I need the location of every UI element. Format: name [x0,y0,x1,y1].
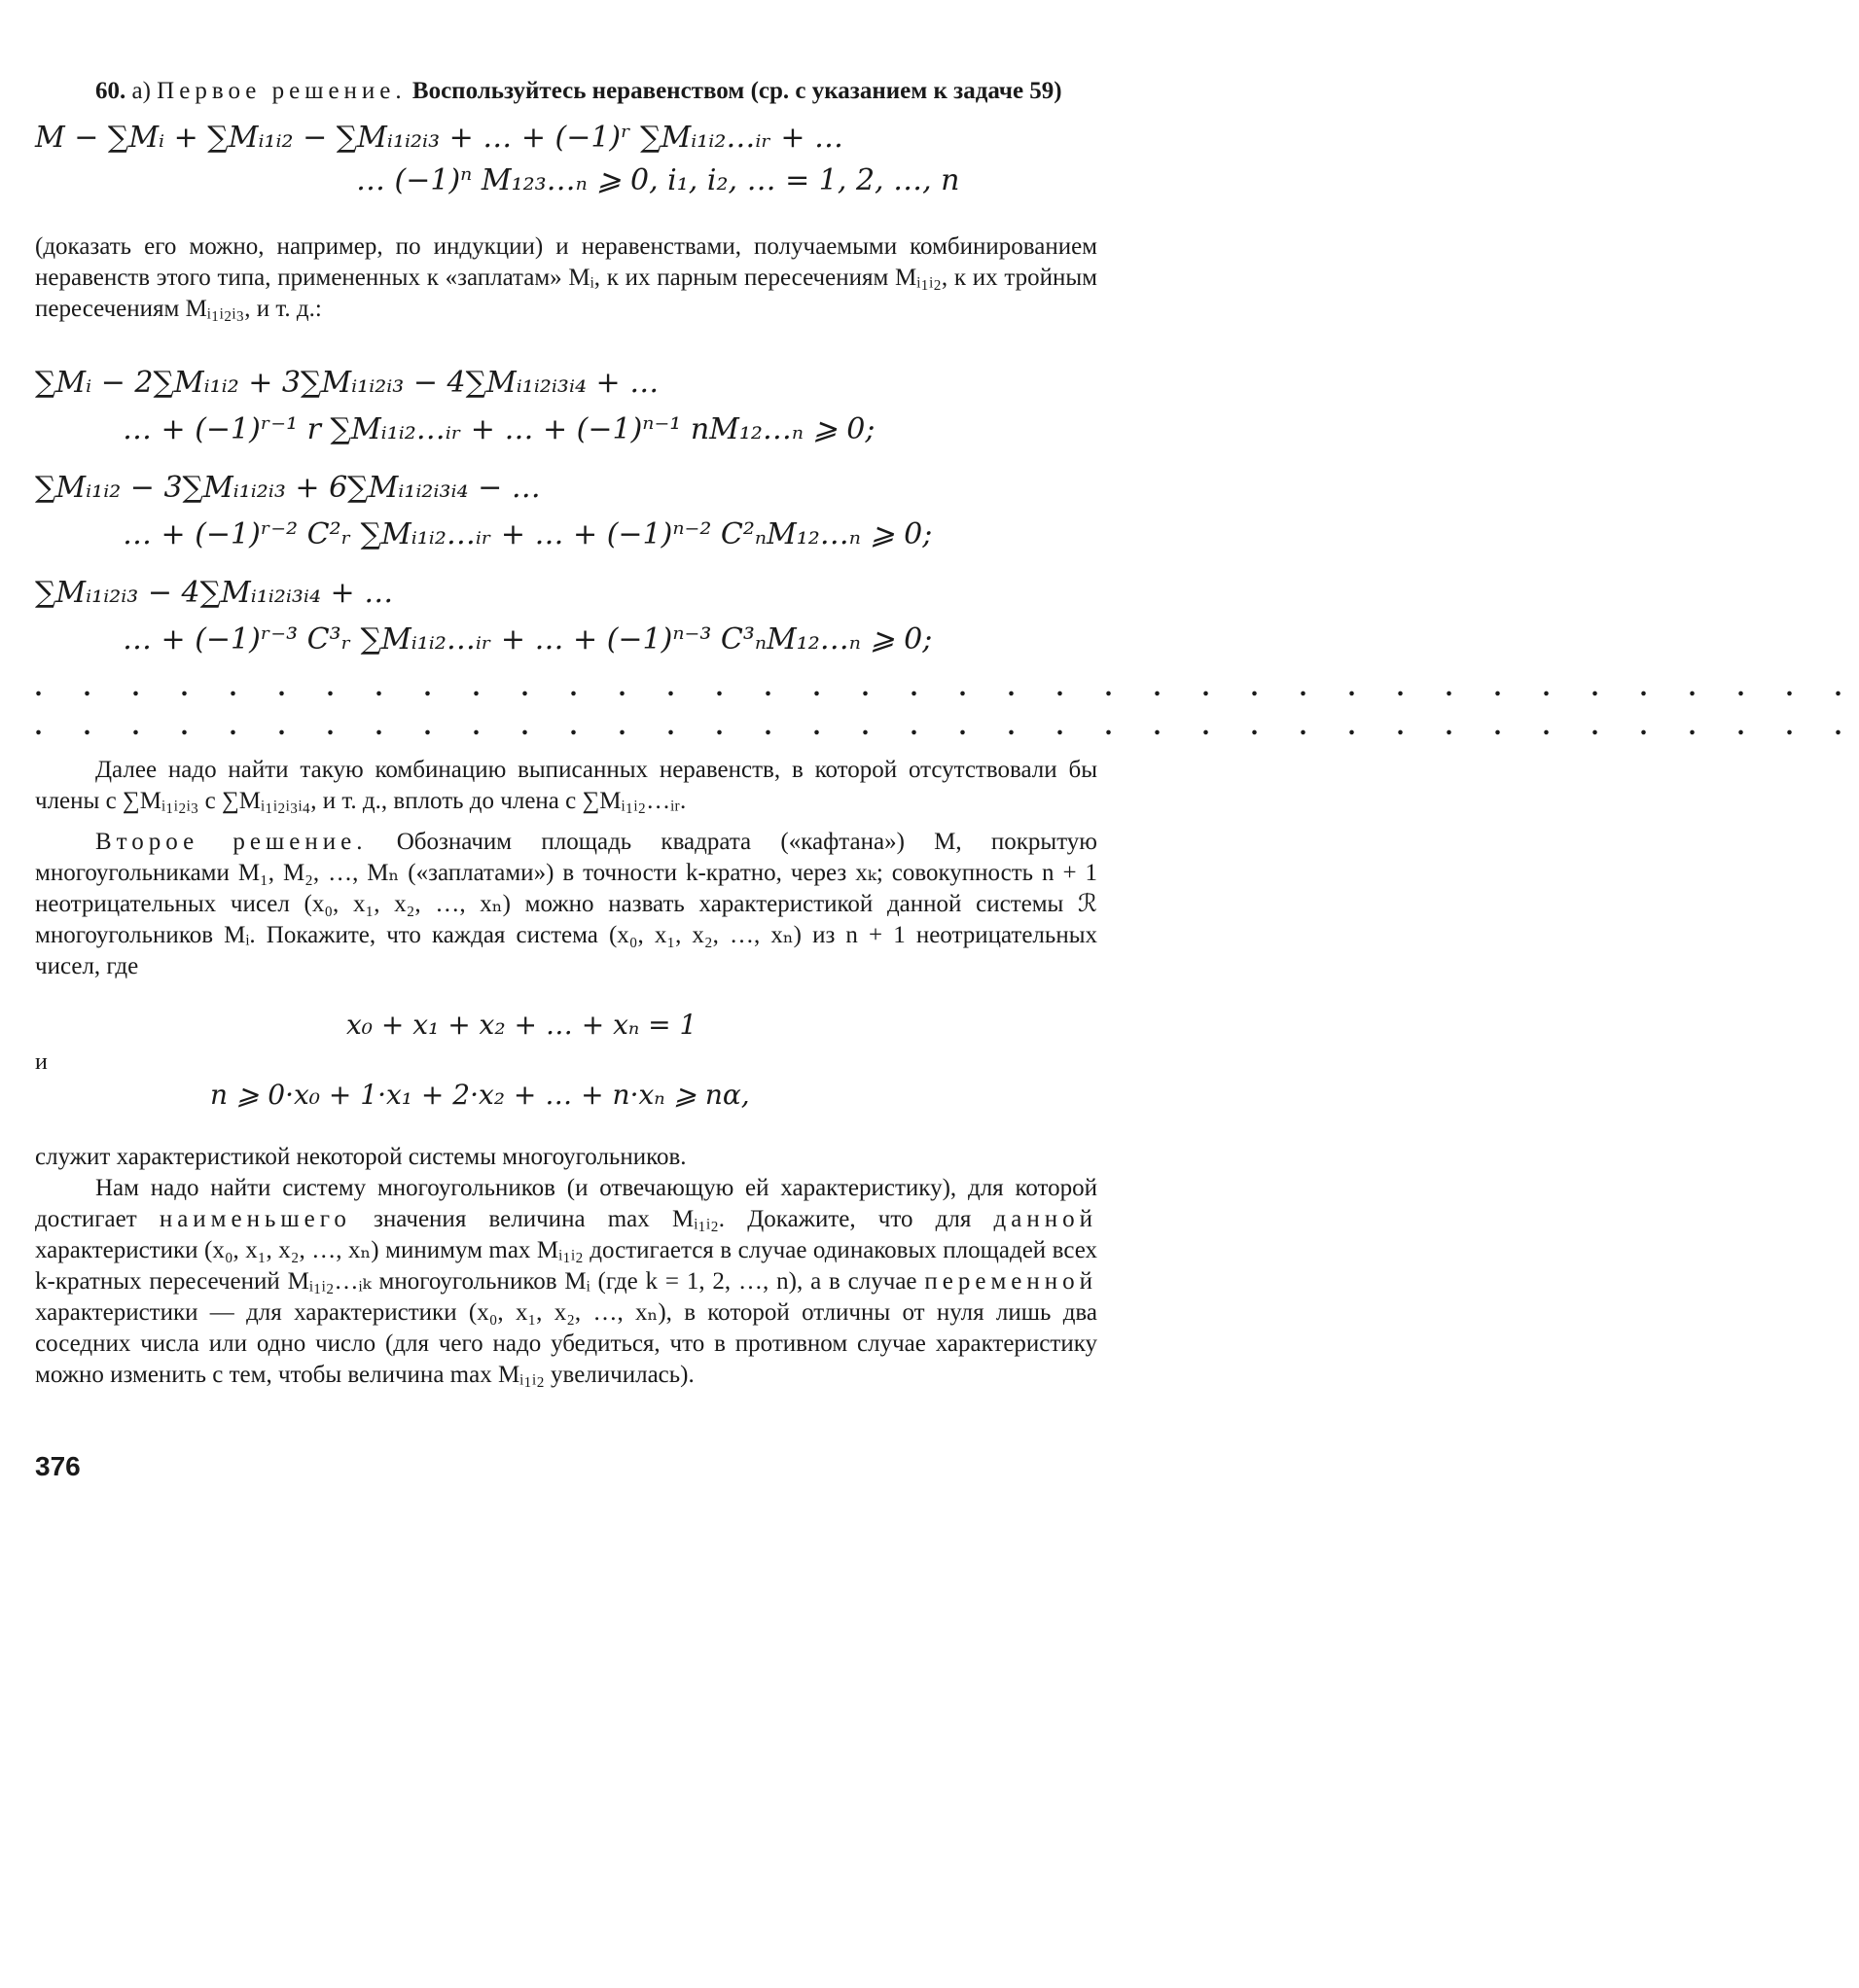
problem-intro [35,76,1097,107]
emphasis-smallest: наименьшего [159,1206,351,1232]
paragraph-2 [35,755,1097,817]
paragraph-4-middle-2: характеристики (x₀, x₁, x₂, …, xₙ) минимум max Mᵢ₁ᵢ₂ достигается в случае одинаковых площадей всех k-кратных пересечений Mᵢ₁ᵢ₂…ᵢₖ многоугольников Mᵢ (где k = 1, 2, …, n), а в случае [35,1237,1097,1295]
main-inequality-line-1: M − ∑Mᵢ + ∑Mᵢ₁ᵢ₂ − ∑Mᵢ₁ᵢ₂ᵢ₃ + … + (−1)ʳ ∑Mᵢ₁ᵢ₂…ᵢᵣ + … [35,121,844,155]
paragraph-4 [35,1173,1097,1391]
main-inequality [35,117,1097,202]
sum-equation: x₀ + x₁ + x₂ + … + xₙ = 1 [346,1009,697,1041]
weighted-inequality: n ⩾ 0·x₀ + 1·x₁ + 2·x₂ + … + n·xₙ ⩾ nα, [210,1079,750,1111]
inequality-2-line-2: … + (−1)ʳ⁻² C²ᵣ ∑Mᵢ₁ᵢ₂…ᵢᵣ + … + (−1)ⁿ⁻² C²ₙM₁₂…ₙ ⩾ 0; [123,517,933,551]
intro-text: Воспользуйтесь неравенством (ср. с указанием к задаче 59) [406,78,1062,104]
paragraph-3 [35,1142,1097,1173]
inequality-1-line-1: ∑Mᵢ − 2∑Mᵢ₁ᵢ₂ + 3∑Mᵢ₁ᵢ₂ᵢ₃ − 4∑Mᵢ₁ᵢ₂ᵢ₃ᵢ₄ + … [35,366,660,400]
problem-number: 60. [95,78,126,104]
second-solution-heading: Второе решение. [95,829,368,855]
main-inequality-line-2: … (−1)ⁿ M₁₂₃…ₙ ⩾ 0, i₁, i₂, … = 1, 2, …, n [356,163,960,197]
paragraph-4-before: Нам надо найти систему многоугольников (и отвечающую ей характеристику), для которой достигает [35,1175,1097,1232]
paragraph-2-text: Далее надо найти такую комбинацию выписанных неравенств, в которой отсутствовали бы члены с ∑Mᵢ₁ᵢ₂ᵢ₃ с ∑Mᵢ₁ᵢ₂ᵢ₃ᵢ₄, и т. д., вплоть до члена с ∑Mᵢ₁ᵢ₂…ᵢᵣ. [35,757,1097,814]
second-solution-text: Обозначим площадь квадрата («кафтана») M, покрытую многоугольниками M₁, M₂, …, Mₙ («заплатами») в точности k-кратно, через xₖ; совокупность n + 1 неотрицательных чисел (x₀, x₁, x₂, …, xₙ) можно назвать характеристикой данной системы ℛ многоугольников Mᵢ. Покажите, что каждая система (x₀, x₁, x₂, …, xₙ) из n + 1 неотрицательных чисел, где [35,829,1097,979]
and-word: и [35,1049,48,1075]
inequality-3-line-2: … + (−1)ʳ⁻³ C³ᵣ ∑Mᵢ₁ᵢ₂…ᵢᵣ + … + (−1)ⁿ⁻³ C³ₙM₁₂…ₙ ⩾ 0; [123,622,933,657]
first-solution-heading: Первое решение. [157,78,407,104]
emphasis-variable: переменной [924,1268,1097,1295]
inequality-2-line-1: ∑Mᵢ₁ᵢ₂ − 3∑Mᵢ₁ᵢ₂ᵢ₃ + 6∑Mᵢ₁ᵢ₂ᵢ₃ᵢ₄ − … [35,471,541,505]
page-number: 376 [35,1451,81,1481]
inequality-3-line-1: ∑Mᵢ₁ᵢ₂ᵢ₃ − 4∑Mᵢ₁ᵢ₂ᵢ₃ᵢ₄ + … [35,576,394,610]
paragraph-1 [35,231,1097,325]
paragraph-4-middle-1: значения величина max Mᵢ₁ᵢ₂. Докажите, что для [350,1206,994,1232]
problem-part: а) [131,78,151,104]
inequality-1-line-2: … + (−1)ʳ⁻¹ r ∑Mᵢ₁ᵢ₂…ᵢᵣ + … + (−1)ⁿ⁻¹ nM₁₂…ₙ ⩾ 0; [123,412,876,446]
paragraph-3-text: служит характеристикой некоторой системы многоугольников. [35,1144,687,1170]
inequality-system [35,360,1097,663]
ellipsis-row-2: . . . . . . . . . . . . . . . . . . . . . . . . . . . . . . . . . . . . . . [35,711,1859,741]
second-solution [35,827,1097,982]
emphasis-given: данной [993,1206,1097,1232]
paragraph-4-after: характеристики — для характеристики (x₀, x₁, x₂, …, xₙ), в которой отличны от нуля лишь два соседних числа или одно число (для чего надо убедиться, что в противном случае характеристику можно изменить с тем, чтобы величина max Mᵢ₁ᵢ₂ увеличилась). [35,1299,1097,1388]
paragraph-1-text: (доказать его можно, например, по индукции) и неравенствами, получаемыми комбинированием неравенств этого типа, примененных к «заплатам» Mᵢ, к их парным пересечениям Mᵢ₁ᵢ₂, к их тройным пересечениям Mᵢ₁ᵢ₂ᵢ₃, и т. д.: [35,233,1097,322]
ellipsis-row-1: . . . . . . . . . . . . . . . . . . . . . . . . . . . . . . . . . . . . . . [35,672,1859,702]
